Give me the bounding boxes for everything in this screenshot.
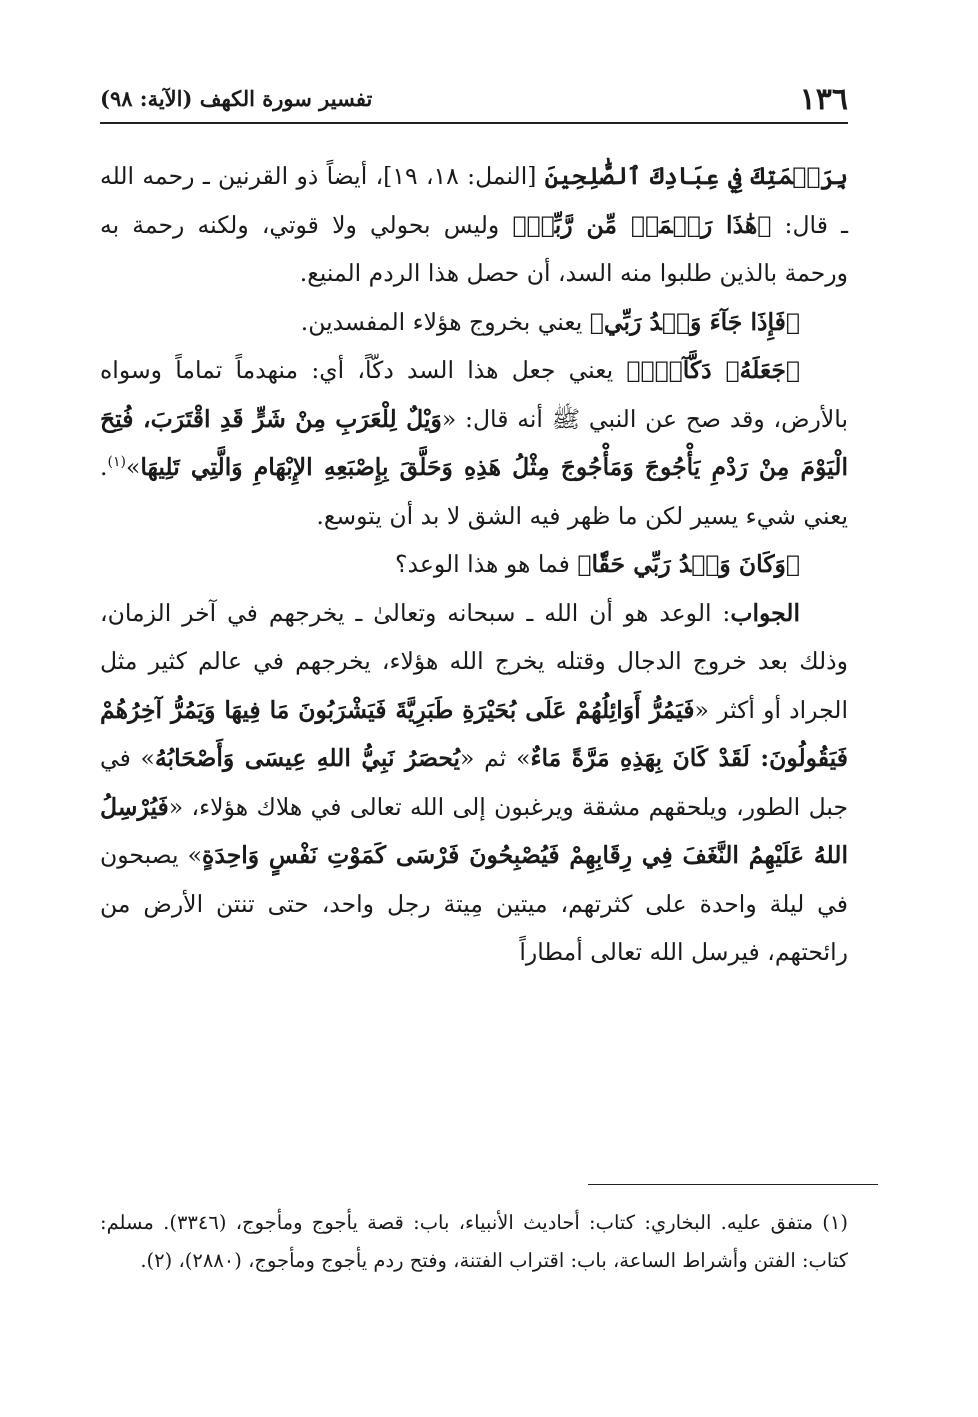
paragraph-4 [100,540,848,589]
paragraph-text: : الوعد هو أن الله ـ سبحانه وتعالىٰ ـ يخرجهم في آخر الزمان، وذلك بعد خروج الدجال وقتله يخرج الله هؤلاء، يخرجهم في عالم كثير مثل الجراد أو أكثر « [100,598,848,724]
paragraph-text: . يعني شيء يسير لكن ما ظهر فيه الشق لا بد أن يتوسع. [100,453,848,530]
hadith-text: يُحصَرُ نَبِيُّ اللهِ عِيسَى وَأَصْحَابُهُ [154,744,461,772]
footnote-marker[interactable]: (١) [107,454,126,471]
paragraph-1 [100,152,848,298]
paragraph-text: [النمل: ١٨، ١٩]، أيضاً ذو القرنين ـ رحمه الله ـ قال: [100,162,848,239]
main-text [100,152,848,977]
quran-verse: ﴿هَٰذَا رَحۡمَةٞ مِّن رَّبِّيۖ﴾ [512,210,772,239]
paragraph-text: » يصبحون في ليلة واحدة على كثرتهم، ميتين مِيتة رجل واحد، حتى تنتن الأرض من رائحتهم، فيرسل الله تعالى أمطاراً [100,841,848,966]
quran-verse: ﴿فَإِذَا جَآءَ وَعۡدُ رَبِّي﴾ [589,307,800,336]
paragraph-2 [100,298,848,347]
paragraph-text: » [125,453,141,481]
hadith-text: فَيُرْسِلُ اللهُ عَلَيْهِمُ النَّغَفَ فِي رِقَابِهِمْ فَيُصْبِحُونَ فَرْسَى كَمَوْتِ نَفْسٍ وَاحِدَةٍ [100,792,848,869]
paragraph-text: » ثم « [460,744,531,772]
footnote-1: (١) متفق عليه. البخاري: كتاب: أحاديث الأنبياء، باب: قصة يأجوج ومأجوج، (٣٣٤٦). مسلم: كتاب: الفتن وأشراط الساعة، باب: اقتراب الفتنة، وفتح ردم يأجوج ومأجوج، (٢٨٨٠)، (٢). [100,1211,848,1272]
paragraph-text: فما هو هذا الوعد؟ [395,550,578,578]
paragraph-3 [100,346,848,540]
quran-verse: بِرَحۡمَتِكَ فِي عِبَادِكَ ٱلصَّٰلِحِينَ [544,162,848,190]
quran-verse: ﴿وَكَانَ وَعۡدُ رَبِّي حَقّٗا﴾ [577,550,800,578]
page-header [100,78,848,124]
page-number: ١٣٦ [799,82,848,117]
footnotes [100,1204,848,1280]
quran-verse: ﴿جَعَلَهُۥ دَكَّآءَۖ﴾ [626,356,800,384]
paragraph-text: » في جبل الطور، ويلحقهم مشقة ويرغبون إلى الله تعالى في هلاك هؤلاء، « [100,744,848,821]
hadith-text: وَيْلٌ لِلْعَرَبِ مِنْ شَرٍّ قَدِ اقْتَرَبَ، فُتِحَ الْيَوْمَ مِنْ رَدْمِ يَأْجُوجَ وَمَأْجُوجَ مِثْلُ هَذِهِ وَحَلَّقَ بِإِصْبَعِهِ الإِبْهَامِ وَالَّتِي تَلِيهَا [100,404,848,481]
paragraph-text: وليس بحولي ولا قوتي، ولكنه رحمة به ورحمة بالذين طلبوا منه السد، أن حصل هذا الردم المنيع. [100,210,848,287]
hadith-text: فَيَمُرُّ أَوَائِلُهُمْ عَلَى بُحَيْرَةِ طَبَرِيَّةَ فَيَشْرَبُونَ مَا فِيهَا وَيَمُرُّ آخِرُهُمْ فَيَقُولُونَ: لَقَدْ كَانَ بِهَذِهِ مَرَّةً مَاءٌ [100,695,848,772]
footnote-divider [588,1184,878,1185]
paragraph-text: يعني بخروج هؤلاء المفسدين. [300,307,590,336]
running-title: تفسير سورة الكهف (الآية: ٩٨) [100,86,373,111]
paragraph-5 [100,589,848,977]
paragraph-text: يعني جعل هذا السد دكّاً، أي: منهدماً تماماً وسواه بالأرض، وقد صح عن النبي ﷺ أنه قال: « [100,356,848,433]
answer-label: الجواب [730,598,800,627]
